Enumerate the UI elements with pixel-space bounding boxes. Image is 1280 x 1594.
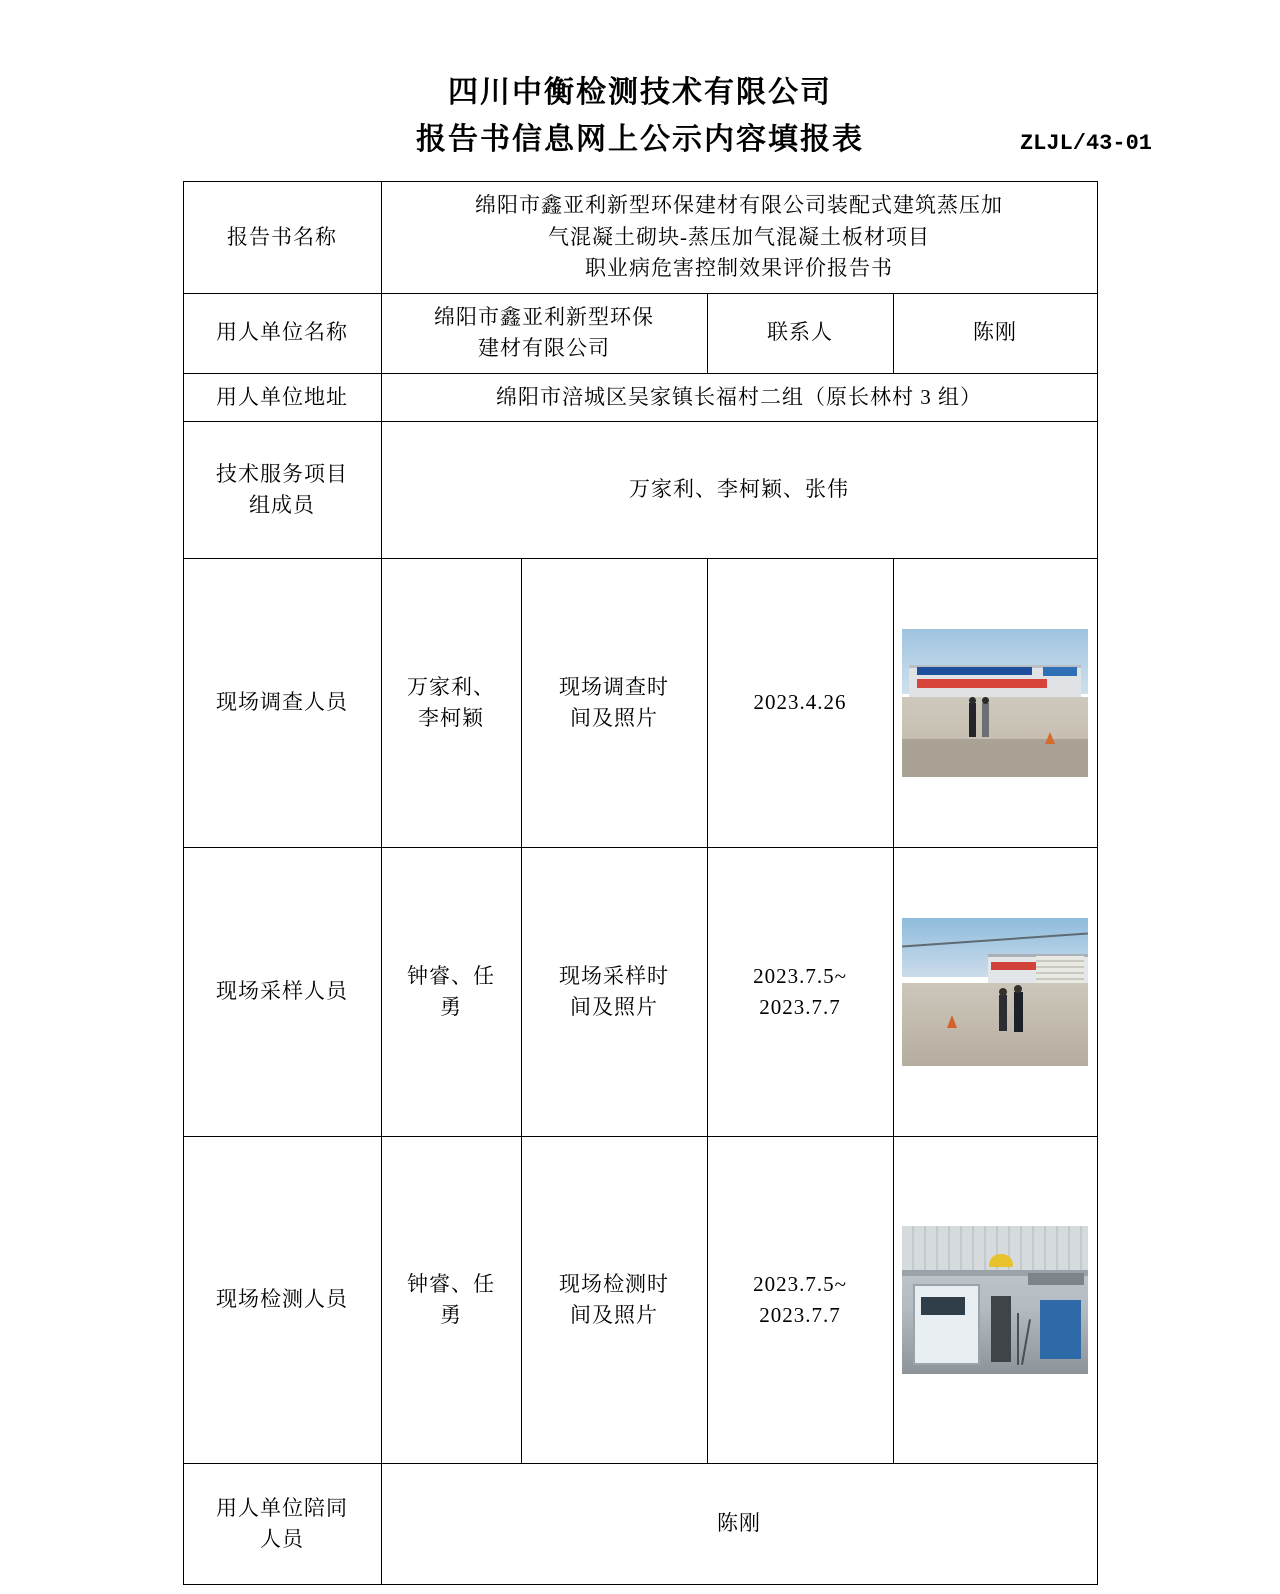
site-survey-time-label <box>521 559 707 848</box>
accompany-label-line-2: 人员 <box>260 1527 304 1551</box>
photo-safety-helmet <box>989 1254 1013 1267</box>
photo-road <box>902 739 1088 777</box>
table-row-team <box>183 422 1097 559</box>
accompany-label-line-1: 用人单位陪同 <box>216 1495 348 1520</box>
employer-line-2: 建材有限公司 <box>478 336 610 360</box>
employer-line-1: 绵阳市鑫亚利新型环保 <box>434 304 654 329</box>
site-survey-photo-cell <box>893 559 1097 848</box>
address-value: 绵阳市涪城区吴家镇长福村二组（原长林村 3 组） <box>381 373 1097 422</box>
team-value: 万家利、李柯颖、张伟 <box>381 422 1097 559</box>
sampling-time-value-line-2: 2023.7.7 <box>759 995 841 1019</box>
contact-value: 陈刚 <box>893 293 1097 373</box>
site-survey-people-line-1: 万家利、 <box>407 674 495 699</box>
photo-logo <box>1043 667 1076 676</box>
report-info-table <box>183 181 1098 1585</box>
accompany-value: 陈刚 <box>381 1464 1097 1585</box>
accompany-label <box>183 1464 381 1585</box>
team-label-line-1: 技术服务项目 <box>216 461 348 486</box>
detection-equipment-photo <box>902 1226 1088 1374</box>
table-row-report-name <box>183 182 1097 294</box>
photo-person-right-head <box>1014 985 1022 993</box>
photo-person-right <box>982 703 989 737</box>
photo-traffic-cone <box>1045 732 1055 744</box>
photo-person-left-head <box>999 988 1007 996</box>
photo-machine-screen <box>921 1297 966 1315</box>
sampling-time-label <box>521 848 707 1137</box>
sampling-role: 现场采样人员 <box>183 848 381 1137</box>
photo-person-left <box>969 703 976 737</box>
sampling-site-photo <box>902 918 1088 1066</box>
detection-photo-cell <box>893 1137 1097 1464</box>
document-code: ZLJL/43-01 <box>1019 130 1152 156</box>
detection-time-label-line-1: 现场检测时 <box>559 1271 669 1296</box>
photo-person-left-head <box>969 697 976 704</box>
sampling-people <box>381 848 521 1137</box>
site-survey-people <box>381 559 521 848</box>
employer-label: 用人单位名称 <box>183 293 381 373</box>
detection-people-line-1: 钟睿、任 <box>407 1271 495 1296</box>
sampling-people-line-2: 勇 <box>440 995 462 1019</box>
site-survey-role: 现场调查人员 <box>183 559 381 848</box>
form-title-row <box>0 117 1280 164</box>
factory-gate-photo <box>902 629 1088 777</box>
team-label <box>183 422 381 559</box>
sampling-time-label-line-1: 现场采样时 <box>559 963 669 988</box>
site-survey-time-value-line-1: 2023.4.26 <box>753 690 847 715</box>
site-survey-time-label-line-1: 现场调查时 <box>559 674 669 699</box>
detection-time-value <box>707 1137 893 1464</box>
company-title: 四川中衡检测技术有限公司 <box>448 76 832 109</box>
site-survey-time-value <box>707 559 893 848</box>
photo-person-left <box>999 995 1007 1031</box>
photo-person-right-head <box>982 697 989 704</box>
detection-people-line-2: 勇 <box>440 1303 462 1327</box>
report-name-value <box>381 182 1097 294</box>
detection-time-label <box>521 1137 707 1464</box>
photo-person-right <box>1014 992 1023 1032</box>
form-title: 报告书信息网上公示内容填报表 <box>416 122 864 156</box>
detection-people <box>381 1137 521 1464</box>
photo-blue-equipment <box>1040 1300 1081 1359</box>
report-name-line-3: 职业病危害控制效果评价报告书 <box>585 256 893 280</box>
table-row-accompany <box>183 1464 1097 1585</box>
site-survey-people-line-2: 李柯颖 <box>418 706 484 730</box>
photo-banner-red <box>917 679 1047 688</box>
employer-value <box>381 293 707 373</box>
table-row-address <box>183 373 1097 422</box>
address-label: 用人单位地址 <box>183 373 381 422</box>
detection-time-value-line-1: 2023.7.5~ <box>753 1271 847 1296</box>
photo-worker <box>991 1296 1011 1362</box>
photo-ground <box>902 983 1088 1066</box>
document-header <box>0 0 1280 163</box>
photo-rail <box>1028 1273 1084 1285</box>
contact-label: 联系人 <box>707 293 893 373</box>
sampling-time-value <box>707 848 893 1137</box>
report-name-line-2: 气混凝土砌块-蒸压加气混凝土板材项目 <box>548 224 930 249</box>
sampling-time-label-line-2: 间及照片 <box>570 995 658 1019</box>
table-row-detection <box>183 1137 1097 1464</box>
sampling-photo-cell <box>893 848 1097 1137</box>
table-row-employer <box>183 293 1097 373</box>
report-name-line-1: 绵阳市鑫亚利新型环保建材有限公司装配式建筑蒸压加 <box>475 193 1003 217</box>
sampling-time-value-line-1: 2023.7.5~ <box>753 963 847 988</box>
sampling-people-line-1: 钟睿、任 <box>407 963 495 988</box>
report-name-label: 报告书名称 <box>183 182 381 294</box>
team-label-line-2: 组成员 <box>249 493 315 517</box>
table-row-sampling <box>183 848 1097 1137</box>
photo-banner-blue <box>917 667 1032 674</box>
detection-time-label-line-2: 间及照片 <box>570 1303 658 1327</box>
photo-tripod-leg-1 <box>1017 1313 1019 1365</box>
detection-role: 现场检测人员 <box>183 1137 381 1464</box>
photo-traffic-cone <box>947 1015 957 1028</box>
detection-time-value-line-2: 2023.7.7 <box>759 1303 841 1327</box>
table-row-site-survey <box>183 559 1097 848</box>
site-survey-time-label-line-2: 间及照片 <box>570 706 658 730</box>
